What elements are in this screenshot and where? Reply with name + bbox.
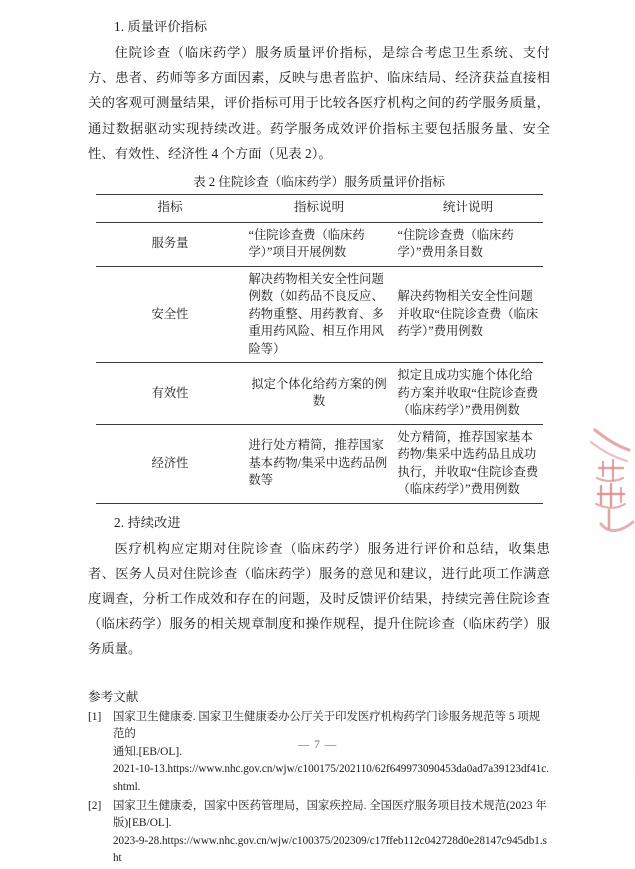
cell-indicator-name: 经济性 [151, 455, 189, 470]
cell-statistics-description: “住院诊查费（临床药学）”费用条目数 [397, 227, 514, 260]
reference-marker: [2] [88, 799, 102, 812]
reference-line: 通知.[EB/OL]. [113, 745, 182, 758]
reference-line: 版)[EB/OL]. [113, 817, 172, 830]
section-1-heading: 1. 质量评价指标 [114, 19, 208, 34]
reference-line: 国家卫生健康委，国家中医药管理局，国家疾控局. 全国医疗服务项目技术规范(2023 年 [113, 799, 547, 812]
table-row [96, 424, 543, 503]
table-head [96, 195, 543, 223]
cell-indicator-description: “住院诊查费（临床药学）”项目开展例数 [248, 227, 365, 260]
cell-indicator-description: 解决药物相关安全性问题例数（如药品不良反应、药物重整、用药教育、多重用药风险、相互作用风险等） [248, 271, 384, 356]
cell-statistics-description: 拟定且成功实施个体化给药方案并收取“住院诊查费（临床药学）”费用例数 [397, 368, 539, 418]
cell-statistics-description: 解决药物相关安全性问题并收取“住院诊查费（临床药学）”费用例数 [397, 289, 539, 339]
section-1-paragraph: 住院诊查（临床药学）服务质量评价指标，是综合考虑卫生系统、支付方、患者、药师等多方面因素，反映与患者监护、临床结局、经济获益直接相关的客观可测量结果，评价指标可用于比较各医疗机构之间的药学服务质量，通过数据驱动实现持续改进。药学服务成效评价指标主要包括服务量、安全性、有效性、经济性 4 个方面（见表 2）。 [88, 45, 550, 161]
cell-indicator-name: 服务量 [151, 236, 189, 251]
table-row [96, 266, 543, 363]
table-header-row [96, 195, 543, 223]
section-2-block [88, 510, 550, 662]
table-body [96, 222, 543, 503]
column-header-description: 指标说明 [245, 195, 394, 223]
table-row [96, 222, 543, 266]
reference-line: 国家卫生健康委. 国家卫生健康委办公厅关于印发医疗机构药学门诊服务规范等 5 项规范的 [113, 710, 541, 741]
table-caption: 表 2 住院诊查（临床药学）服务质量评价指标 [193, 175, 445, 190]
cell-indicator-description: 进行处方精简，推荐国家基本药物/集采中选药品例数等 [248, 438, 388, 488]
section-2-paragraph: 医疗机构应定期对住院诊查（临床药学）服务进行评价和总结，收集患者、医务人员对住院诊查（临床药学）服务的意见和建议，进行此项工作满意度调查，分析工作成效和存在的问题，及时反馈评价结果，持续完善住院诊查（临床药学）服务的相关规章制度和操作规程，提升住院诊查（临床药学）服务质量。 [88, 540, 550, 657]
cell-statistics-description: 处方精简，推荐国家基本药物/集采中选药品且成功执行，并收取“住院诊查费（临床药学）”费用例数 [397, 429, 539, 497]
column-header-indicator: 指标 [96, 195, 245, 223]
section-2-heading: 2. 持续改进 [114, 514, 181, 530]
reference-url[interactable]: 2021-10-13.https://www.nhc.gov.cn/wjw/c100175/202110/62f649973090453da0ad7a39123df41c.shtml. [113, 763, 549, 793]
reference-url[interactable]: 2023-9-28.https://www.nhc.gov.cn/wjw/c100375/202309/c17ffeb112c042728d0e28147c945db1.sht [113, 834, 547, 865]
cell-indicator-name: 安全性 [151, 306, 189, 321]
cell-indicator-description: 拟定个体化给药方案的例数 [251, 376, 387, 409]
reference-item [88, 798, 550, 868]
quality-evaluation-table [96, 194, 543, 504]
cell-indicator-name: 有效性 [151, 385, 189, 400]
references-title: 参考文献 [88, 689, 139, 704]
table-row [96, 363, 543, 425]
reference-item [88, 709, 550, 797]
references-list [88, 709, 550, 868]
reference-marker: [1] [88, 710, 102, 723]
page-number: — 7 — [297, 739, 338, 751]
column-header-statistics: 统计说明 [394, 195, 543, 223]
red-seal-stamp-icon [589, 424, 635, 536]
